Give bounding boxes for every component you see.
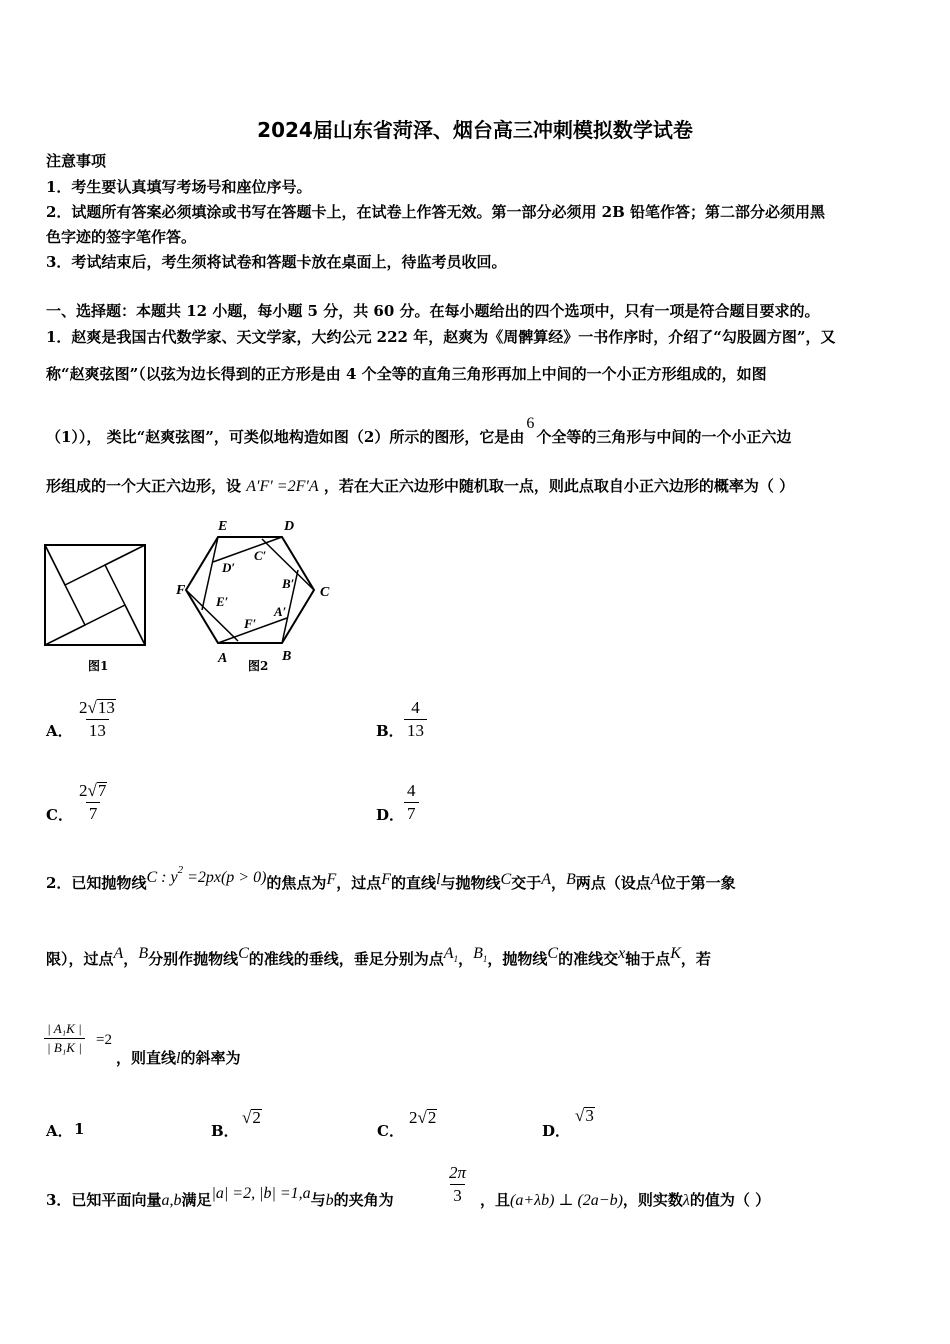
fig2-label-A: A	[218, 651, 228, 666]
fig2-label-B: B	[282, 649, 292, 664]
fig1-caption: 图1	[88, 659, 109, 673]
q1-line-2: 称“赵爽弦图”（以弦为边长得到的正方形是由 4 个全等的直角三角形再加上中间的一个小正方形组成的，如图	[46, 365, 767, 383]
q2-line-3: ，则直线l的斜率为	[116, 1049, 241, 1067]
fig2-label-C-prime: C′	[254, 548, 267, 563]
q1-option-D-value: $\frac{4}{7}$	[404, 780, 419, 825]
notice-item-2-cont: 色字迹的签字笔作答。	[46, 228, 197, 246]
q1-option-B-label[interactable]: B．	[376, 722, 404, 740]
fig2-label-D: D	[284, 519, 295, 534]
fig1-triangle-bottom	[45, 605, 145, 645]
notice-item-1: 1．考生要认真填写考场号和座位序号。	[46, 178, 312, 196]
q2-option-C-label[interactable]: C．	[377, 1122, 404, 1140]
q2-option-A-value: 1	[74, 1120, 85, 1138]
q2-line-2: 限），过点A，B分别作抛物线C的准线的垂线，垂足分别为点$A_1$，$B_1$，抛物线C的准线交x轴于点K，若	[46, 945, 711, 968]
fig2-label-E: E	[218, 519, 228, 534]
notice-heading: 注意事项	[46, 152, 107, 170]
fig1-triangle-left	[45, 545, 85, 645]
q2-line-1: 2．已知抛物线C : $y^2 =2px(p > 0)$的焦点为F，过点F的直线l与抛物线C交于A，B两点（设点A位于第一象	[46, 864, 736, 892]
q3-angle-fraction: $\frac{2\pi}{3}$	[449, 1163, 467, 1205]
q2-option-B-value: √2	[242, 1108, 261, 1127]
q2-option-A-label[interactable]: A．	[46, 1122, 73, 1140]
section-heading: 一、选择题：本题共 12 小题，每小题 5 分，共 60 分。在每小题给出的四个选项中，只有一项是符合题目要求的。	[46, 302, 820, 320]
q1-option-A-value: $\frac{2√13}{13}$	[79, 698, 115, 740]
fig2-label-D-prime: D′	[222, 560, 236, 575]
q2-ratio-eq: =2	[96, 1032, 112, 1048]
q1-line-4: 形组成的一个大正六边形，设 A′F′ =2F′A ，若在大正六边形中随机取一点，则此点取自小正六边形的概率为（ ）	[46, 477, 795, 495]
q1-option-B-value: $\frac{4}{13}$	[404, 697, 427, 742]
q2-option-C-value: 2√2	[409, 1108, 437, 1127]
q2-ratio: $\frac{\text{| A₁K |}}{\text{| B₁K |}}$	[44, 1020, 85, 1057]
page-title: 2024届山东省菏泽、烟台高三冲刺模拟数学试卷	[257, 118, 693, 142]
fig2-label-F-prime: F′	[244, 616, 257, 631]
fig1-triangle-top	[45, 545, 145, 585]
q1-option-A-label[interactable]: A．	[46, 722, 73, 740]
q2-option-D-label[interactable]: D．	[542, 1122, 571, 1140]
notice-item-2: 2．试题所有答案必须填涂或书写在答题卡上，在试卷上作答无效。第一部分必须用 2B 铅笔作答；第二部分必须用黑	[46, 203, 826, 221]
fig2-label-A-prime: A′	[274, 604, 287, 619]
q1-option-D-label[interactable]: D．	[376, 806, 405, 824]
notice-item-3: 3．考试结束后，考生须将试卷和答题卡放在桌面上，待监考员收回。	[46, 253, 507, 271]
fig1-triangle-right	[105, 545, 145, 645]
q2-option-B-label[interactable]: B．	[211, 1122, 239, 1140]
fig2-label-B-prime: B′	[282, 576, 295, 591]
fig1-outer-square	[45, 545, 145, 645]
fig2-label-F: F	[176, 583, 186, 598]
q3-line-1-cont: ，且(a+λb) ⊥ (2a−b)，则实数λ的值为（ ）	[480, 1191, 771, 1209]
figure-1	[44, 544, 148, 650]
fig2-label-E-prime: E′	[216, 594, 229, 609]
fig2-caption: 图2	[248, 659, 269, 673]
q1-line-1: 1．赵爽是我国古代数学家、天文学家，大约公元 222 年，赵爽为《周髀算经》一书作序时，介绍了“勾股圆方图”，又	[46, 328, 836, 346]
figure-2	[170, 510, 340, 670]
fig2-label-C: C	[320, 585, 330, 600]
q3-line-1: 3．已知平面向量a,b满足|a| =2, |b| =1,a与b的夹角为	[46, 1185, 394, 1209]
q1-option-C-value: $\frac{2√7}{7}$	[79, 781, 107, 823]
q2-option-D-value: √3	[575, 1106, 594, 1125]
q1-line-3: （1））， 类比“赵爽弦图”，可类似地构造如图（2）所示的图形，它是由6个全等的三角形与中间的一个小正六边	[46, 415, 792, 446]
q1-option-C-label[interactable]: C．	[46, 806, 73, 824]
